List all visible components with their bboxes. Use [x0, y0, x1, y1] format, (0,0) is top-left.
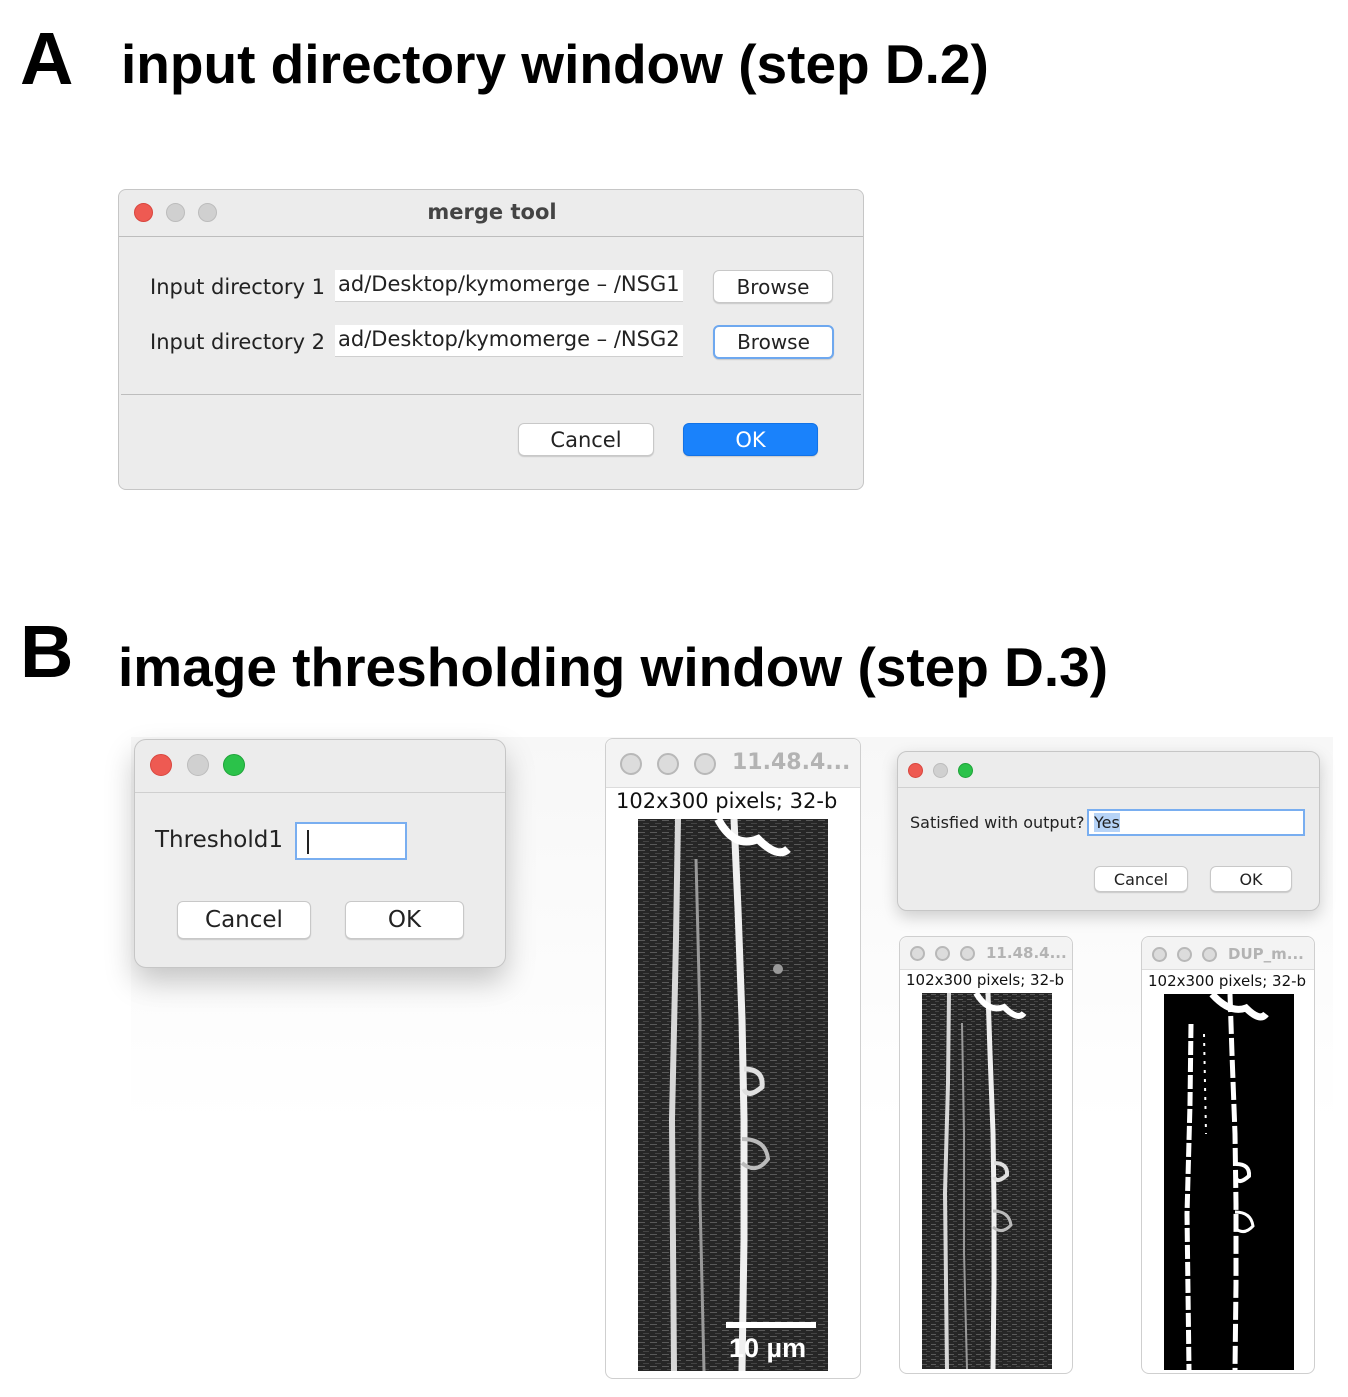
scalebar-label: 10 µm — [729, 1333, 807, 1363]
minimize-icon[interactable] — [933, 763, 948, 778]
zoom-icon[interactable] — [694, 753, 716, 775]
threshold-label: Threshold1 — [155, 827, 283, 853]
close-icon[interactable] — [150, 754, 172, 776]
satisfied-label: Satisfied with output? — [910, 813, 1085, 832]
panel-a-letter: A — [20, 17, 74, 100]
kymograph-image — [922, 993, 1052, 1369]
image-window-small-1-title: 11.48.4... — [986, 944, 1067, 962]
satisfied-input[interactable] — [1087, 809, 1305, 836]
image-window-small-1 — [899, 936, 1073, 1374]
kymograph-graphic — [638, 819, 828, 1371]
input-directory-2-field[interactable]: ad/Desktop/kymomerge – /NSG2 — [335, 325, 683, 357]
thresholded-image — [1164, 994, 1294, 1370]
satisfied-input-value: Yes — [1094, 813, 1120, 832]
text-cursor — [307, 830, 309, 854]
panel-b-title: image thresholding window (step D.3) — [118, 636, 1109, 698]
thresholded-graphic — [1164, 994, 1294, 1370]
zoom-icon[interactable] — [960, 946, 975, 961]
input-directory-1-field[interactable]: ad/Desktop/kymomerge – /NSG1 — [335, 270, 683, 302]
minimize-icon[interactable] — [935, 946, 950, 961]
kymograph-image — [638, 819, 828, 1371]
image-info-text: 102x300 pixels; 32-b — [906, 971, 1065, 989]
browse-button-1[interactable]: Browse — [713, 270, 833, 303]
minimize-icon[interactable] — [1177, 947, 1192, 962]
threshold-cancel-button[interactable]: Cancel — [177, 901, 311, 939]
input-directory-2-label: Input directory 2 — [150, 330, 326, 354]
minimize-icon[interactable] — [657, 753, 679, 775]
close-icon[interactable] — [620, 753, 642, 775]
image-window-small-2-title: DUP_m... — [1228, 945, 1304, 963]
threshold-input[interactable] — [295, 822, 407, 860]
image-window-small-2 — [1141, 936, 1315, 1374]
threshold-ok-button[interactable]: OK — [345, 901, 464, 939]
satisfied-cancel-button[interactable]: Cancel — [1094, 866, 1188, 892]
threshold-dialog — [134, 739, 506, 968]
image-window-large — [605, 738, 861, 1379]
image-info-text: 102x300 pixels; 32-b — [1148, 972, 1307, 990]
input-directory-1-label: Input directory 1 — [150, 275, 326, 299]
merge-tool-window — [118, 189, 864, 490]
image-info-text: 102x300 pixels; 32-b — [616, 789, 838, 813]
scalebar — [726, 1322, 816, 1328]
image-window-large-title: 11.48.4... — [732, 750, 851, 775]
panel-a-title: input directory window (step D.2) — [121, 33, 989, 95]
panel-b-letter: B — [20, 610, 74, 693]
close-icon[interactable] — [908, 763, 923, 778]
satisfied-ok-button[interactable]: OK — [1210, 866, 1292, 892]
ok-button[interactable]: OK — [683, 423, 818, 456]
close-icon[interactable] — [1152, 947, 1167, 962]
zoom-icon[interactable] — [958, 763, 973, 778]
kymograph-graphic — [922, 993, 1052, 1369]
browse-button-2[interactable]: Browse — [713, 325, 834, 359]
zoom-icon[interactable] — [223, 754, 245, 776]
window-title: merge tool — [427, 200, 557, 224]
zoom-icon[interactable] — [1202, 947, 1217, 962]
merge-tool-content-area — [121, 236, 861, 395]
satisfied-dialog — [897, 751, 1320, 911]
minimize-icon[interactable] — [187, 754, 209, 776]
close-icon[interactable] — [910, 946, 925, 961]
cancel-button[interactable]: Cancel — [518, 423, 654, 456]
